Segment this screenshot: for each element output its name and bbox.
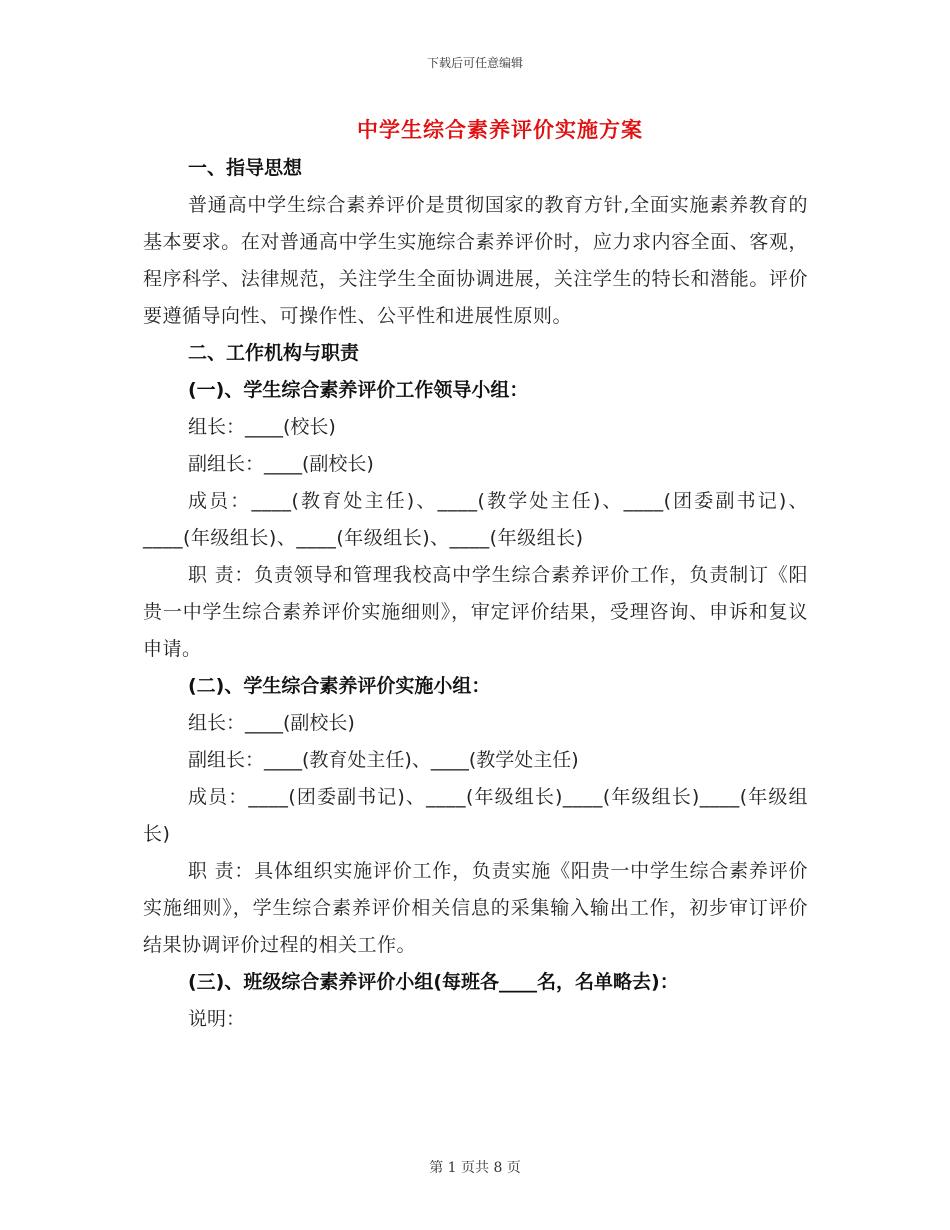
group1-leader: 组长：____(校长) <box>188 416 336 438</box>
group2-deputy: 副组长：____(教育处主任)、____(教学处主任) <box>188 749 579 771</box>
document-title: 中学生综合素养评价实施方案 <box>357 118 643 142</box>
section-heading-guiding-thought: 一、指导思想 <box>188 157 303 179</box>
group2-members: 成员：____(团委副书记)、____(年级组长)____(年级组长)____(年级组长) <box>143 786 808 845</box>
group-heading-class: (三)、班级综合素养评价小组(每班各____名，名单略去)： <box>188 971 679 993</box>
group1-deputy: 副组长：____(副校长) <box>188 453 374 475</box>
section-heading-organization: 二、工作机构与职责 <box>188 342 360 364</box>
group-heading-leading: (一)、学生综合素养评价工作领导小组： <box>188 379 529 401</box>
page-footer: 第 1 页共 8 页 <box>429 1160 521 1176</box>
group-heading-implementation: (二)、学生综合素养评价实施小组： <box>188 675 491 697</box>
group2-leader: 组长：____(副校长) <box>188 712 355 734</box>
paragraph-guiding-thought: 普通高中学生综合素养评价是贯彻国家的教育方针,全面实施素养教育的基本要求。在对普通高中学生实施综合素养评价时，应力求内容全面、客观，程序科学、法律规范，关注学生全面协调进展，关注学生的特长和潜能。评价要遵循导向性、可操作性、公平性和进展性原则。 <box>143 194 808 327</box>
group1-members: 成员：____(教育处主任)、____(教学处主任)、____(团委副书记)、____(年级组长)、____(年级组长)、____(年级组长) <box>143 490 808 549</box>
header-note: 下载后可任意编辑 <box>426 56 523 70</box>
document-body <box>143 150 808 1038</box>
group3-note: 说明： <box>188 1008 246 1030</box>
group1-duty: 职 责：负责领导和管理我校高中学生综合素养评价工作，负责制订《阳贵一中学生综合素养评价实施细则》，审定评价结果，受理咨询、申诉和复议申请。 <box>143 564 808 660</box>
group2-duty: 职 责：具体组织实施评价工作，负责实施《阳贵一中学生综合素养评价实施细则》，学生综合素养评价相关信息的采集输入输出工作，初步审订评价结果协调评价过程的相关工作。 <box>143 860 808 956</box>
